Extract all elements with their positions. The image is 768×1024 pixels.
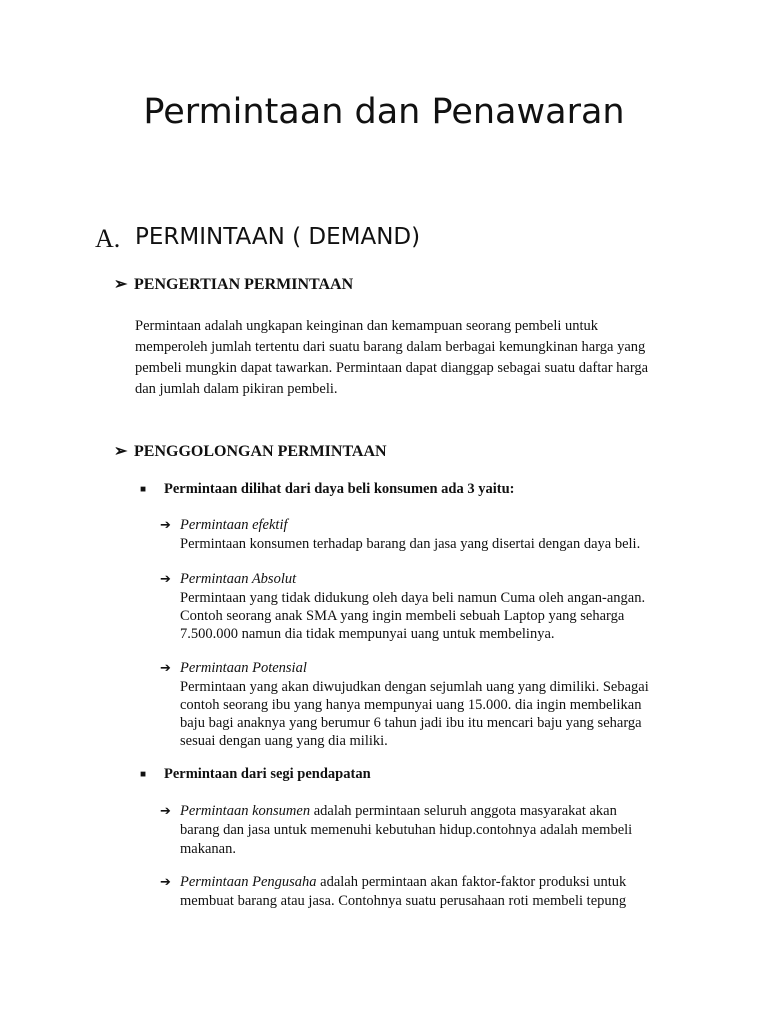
text-line: Permintaan yang akan diwujudkan dengan sejumlah uang yang dimiliki. Sebagai	[180, 679, 649, 695]
arrow-right-icon: ➔	[160, 661, 171, 676]
text-line: adalah permintaan seluruh anggota masyarakat akan	[310, 803, 617, 819]
bullet-daya-beli	[140, 481, 514, 498]
arrow-right-icon: ➔	[160, 518, 171, 533]
text-line: Contoh seorang anak SMA yang ingin membeli sebuah Laptop yang seharga	[180, 608, 625, 624]
item-potensial	[160, 659, 649, 750]
item-efektif	[160, 516, 640, 553]
arrowhead-bullet-icon: ➢	[114, 276, 128, 293]
section-title: PERMINTAAN ( DEMAND)	[135, 224, 421, 250]
heading-penggolongan	[114, 441, 387, 461]
text-line: Permintaan adalah ungkapan keinginan dan kemampuan seorang pembeli untuk	[135, 318, 599, 334]
document-title: Permintaan dan Penawaran	[143, 92, 625, 132]
item-term: Permintaan Potensial	[180, 660, 307, 676]
square-bullet-icon: ■	[140, 484, 147, 496]
text-line: memperoleh jumlah tertentu dari suatu barang dalam berbagai kemungkinan harga yang	[135, 339, 646, 355]
item-absolut	[160, 570, 645, 643]
bullet-text: Permintaan dilihat dari daya beli konsumen ada 3 yaitu:	[164, 481, 515, 497]
arrowhead-bullet-icon: ➢	[114, 443, 128, 460]
text-line: Permintaan yang tidak didukung oleh daya beli namun Cuma oleh angan-angan.	[180, 590, 646, 606]
arrow-right-icon: ➔	[160, 572, 171, 587]
arrow-right-icon: ➔	[160, 804, 171, 819]
item-term: Permintaan konsumen	[180, 803, 311, 819]
text-line: makanan.	[180, 841, 236, 857]
text-line: baju bagi anaknya yang berumur 6 tahun jadi ibu itu mencari baju yang seharga	[180, 715, 642, 731]
text-line: sesuai dengan uang yang dia miliki.	[180, 733, 388, 749]
section-letter: A.	[95, 224, 121, 253]
heading-text: PENGGOLONGAN PERMINTAAN	[134, 443, 387, 460]
item-pengusaha	[160, 873, 626, 911]
item-konsumen	[160, 802, 632, 859]
text-line: contoh seorang ibu yang hanya mempunyai uang 15.000. dia ingin membelikan	[180, 697, 642, 713]
text-line: dan jumlah dalam pikiran pembeli.	[135, 381, 338, 397]
text-line: Permintaan konsumen terhadap barang dan jasa yang disertai dengan daya beli.	[180, 536, 641, 552]
square-bullet-icon: ■	[140, 769, 147, 781]
item-term: Permintaan efektif	[180, 517, 288, 533]
heading-text: PENGERTIAN PERMINTAAN	[134, 276, 354, 293]
bullet-pendapatan	[140, 766, 371, 783]
paragraph-pengertian	[135, 316, 648, 400]
text-line: membuat barang atau jasa. Contohnya suatu perusahaan roti membeli tepung	[180, 893, 627, 909]
item-term: Permintaan Pengusaha	[180, 874, 317, 890]
text-line: adalah permintaan akan faktor-faktor produksi untuk	[316, 874, 627, 890]
item-term: Permintaan Absolut	[180, 571, 297, 587]
text-line: 7.500.000 namun dia tidak mempunyai uang untuk membelinya.	[180, 626, 555, 642]
bullet-text: Permintaan dari segi pendapatan	[164, 766, 371, 782]
text-line: pembeli mungkin dapat tawarkan. Permintaan dapat dianggap sebagai suatu daftar harga	[135, 360, 649, 376]
heading-pengertian	[114, 274, 353, 294]
arrow-right-icon: ➔	[160, 875, 171, 890]
text-line: barang dan jasa untuk memenuhi kebutuhan hidup.contohnya adalah membeli	[180, 822, 633, 838]
